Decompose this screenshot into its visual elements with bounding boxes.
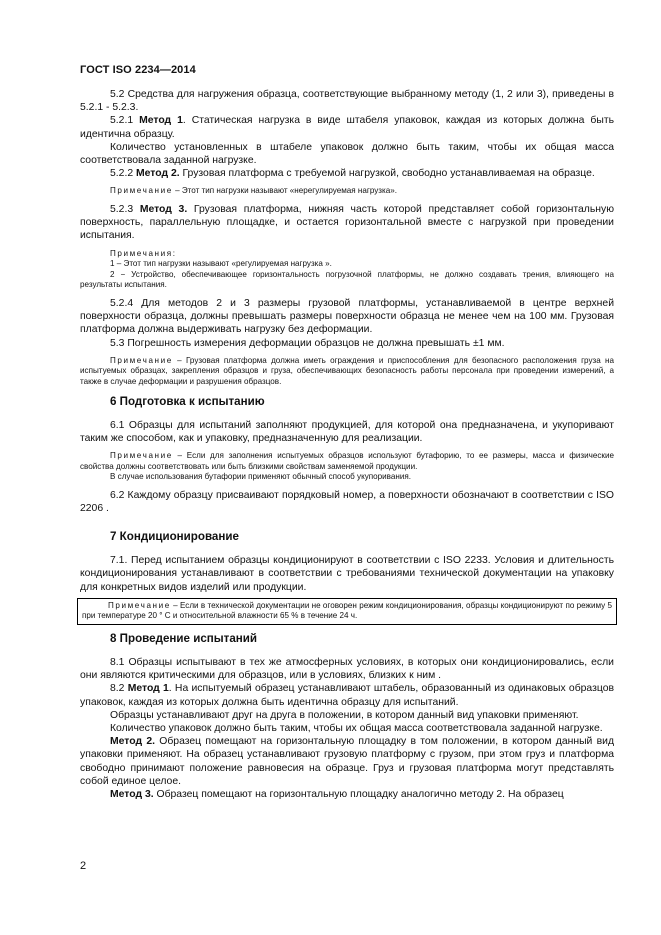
note-dummy-closure: В случае использования бутафории применяют обычный способ укупоривания. bbox=[110, 472, 411, 482]
note-unregulated-load: Примечание – Этот тип нагрузки называют «нерегулируемая нагрузка». bbox=[110, 186, 397, 196]
paragraph-5-3: 5.3 Погрешность измерения деформации образцов не должна превышать ±1 мм. bbox=[110, 337, 505, 349]
page-number: 2 bbox=[80, 860, 87, 872]
note-platform-safety: Примечание – Грузовая платформа должна иметь ограждения и приспособления для безопасного расположения груза на испытуемых образцах, закрепления образцов и груза, обеспечивающих безопасность работы персонала при проведении измерений, а также в случае деформации и разрушения образцов. bbox=[80, 355, 614, 386]
paragraph-8-2: 8.2 Метод 1. На испытуемый образец устанавливают штабель, образованный из одинаковых образцов упаковок, каждая из которых должна быть идентична образцу для испытаний. bbox=[80, 683, 614, 708]
paragraph-stack-position: Образцы устанавливают друг на друга в положении, в котором данный вид упаковки применяют. bbox=[110, 709, 579, 721]
page-content bbox=[80, 88, 614, 801]
paragraph-6-1: 6.1 Образцы для испытаний заполняют продукцией, для которой она предназначена, и укупоривают таким же способом, как и упаковку, предназначенную для реализации. bbox=[80, 419, 614, 444]
document-header: ГОСТ ISO 2234—2014 bbox=[80, 64, 196, 76]
paragraph-5-2-2: 5.2.2 Метод 2. Грузовая платформа с требуемой нагрузкой, свободно устанавливаемая на образце. bbox=[110, 168, 595, 180]
note-item-2: 2 − Устройство, обеспечивающее горизонтальность погрузочной платформы, не должно создавать трения, влияющего на результаты испытания. bbox=[80, 269, 614, 290]
paragraph-5-2-1: 5.2.1 Метод 1. Статическая нагрузка в виде штабеля упаковок, каждая из которых должна быть идентична образцу. bbox=[80, 115, 614, 140]
note-box-conditioning bbox=[77, 598, 617, 625]
section-8-heading: 8 Проведение испытаний bbox=[110, 631, 258, 645]
paragraph-stack-quantity: Количество упаковок должно быть таким, чтобы их общая масса соответствовала заданной нагрузке. bbox=[110, 723, 603, 734]
note-conditioning: Примечание – Если в технической документации не оговорен режим кондиционирования, образцы кондиционируют по режиму 5 при температуре 20 ° С и относительной влажности 65 % в течение 24 ч. bbox=[82, 600, 612, 621]
paragraph-method-2: Метод 2. Образец помещают на горизонтальную площадку в том положении, в котором данный вид упаковки применяют. На образец устанавливают грузовую платформу с грузом, при этом груз и платформа свободно принимают положение равновесия на образце. Груз и грузовая платформа могут представлять собой единое целое. bbox=[80, 736, 615, 787]
paragraph-7-1: 7.1. Перед испытанием образцы кондиционируют в соответствии с ISO 2233. Условия и длительность кондиционирования устанавливают в соответствии с требованиями технической документации на упаковку для конкретных видов изделий или продукции. bbox=[80, 555, 614, 593]
paragraph-6-2: 6.2 Каждому образцу присваивают порядковый номер, а поверхности обозначают в соответствии с ISO 2206 . bbox=[80, 489, 614, 514]
paragraph-stack-count: Количество установленных в штабеле упаковок должно быть таким, чтобы их общая масса соответствовала заданной нагрузке. bbox=[80, 141, 614, 167]
paragraph-method-3: Метод 3. Образец помещают на горизонтальную площадку аналогично методу 2. На образец bbox=[110, 789, 564, 801]
paragraph-8-1: 8.1 Образцы испытывают в тех же атмосферных условиях, в которых они кондиционировались, если они являются критическими для образцов, или в условиях, близких к ним . bbox=[80, 656, 614, 682]
paragraph-5-2: 5.2 Средства для нагружения образца, соответствующие выбранному методу (1, 2 или 3), приведены в 5.2.1 - 5.2.3. bbox=[80, 89, 614, 114]
paragraph-5-2-4: 5.2.4 Для методов 2 и 3 размеры грузовой платформы, устанавливаемой в центре верхней поверхности образца, должны превышать размеры поверхности образца не менее чем на 100 мм. Грузовая платформа должна выдерживать нагрузку без деформации. bbox=[80, 298, 614, 336]
paragraph-5-2-3: 5.2.3 Метод 3. Грузовая платформа, нижняя часть которой представляет собой горизонтальную поверхность, параллельную площадке, и остается горизонтальной вместе с нагрузкой при проведении испытания. bbox=[80, 204, 615, 242]
note-dummy-filling: Примечание – Если для заполнения испытуемых образцов используют бутафорию, то ее размеры, масса и физические свойства должны соответствовать или быть близкими свойствам заменяемой продукции. bbox=[80, 451, 614, 471]
note-item-1: 1 – Этот тип нагрузки называют «регулируемая нагрузка ». bbox=[110, 259, 332, 269]
notes-label: Примечания: bbox=[110, 248, 177, 258]
section-7-heading: 7 Кондиционирование bbox=[110, 530, 239, 544]
section-6-heading: 6 Подготовка к испытанию bbox=[110, 394, 265, 408]
